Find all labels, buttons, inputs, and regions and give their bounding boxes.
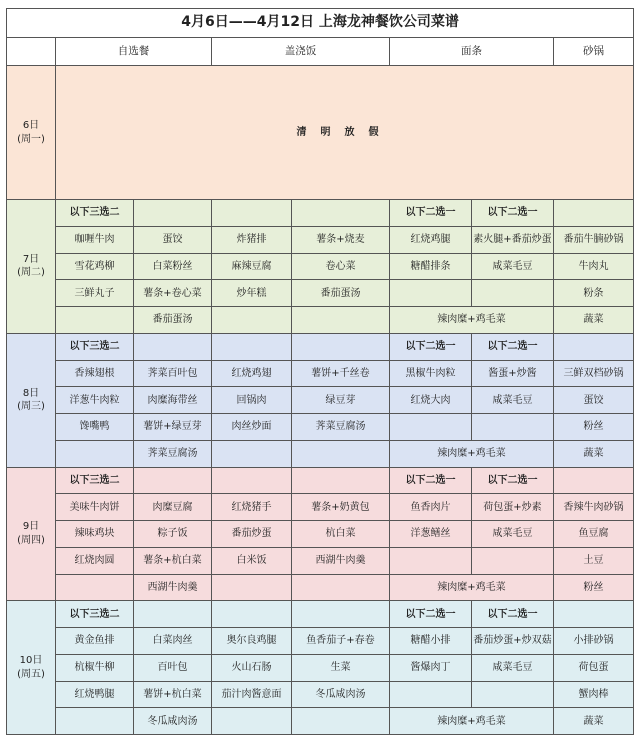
choice-rule: 以下二选一 [472,200,554,227]
menu-item: 杭白菜 [292,521,390,548]
choice-rule: 以下三选二 [56,333,134,360]
menu-row [7,654,634,681]
menu-item: 白菜肉丝 [134,628,212,655]
menu-item [472,681,554,708]
menu-item: 蔬菜 [554,708,634,735]
menu-item: 薯条+烧麦 [292,226,390,253]
day-label [7,467,56,601]
menu-item [292,307,390,334]
menu-item [554,333,634,360]
menu-item [292,574,390,601]
menu-item [212,574,292,601]
menu-item: 咸菜毛豆 [472,387,554,414]
menu-row [7,333,634,360]
menu-item: 蔬菜 [554,307,634,334]
menu-item: 辣肉糜+鸡毛菜 [390,440,554,467]
menu-item: 素火腿+番茄炒蛋 [472,226,554,253]
menu-row [7,521,634,548]
menu-item: 黑椒牛肉粒 [390,360,472,387]
day-weekday: (周五) [17,668,45,680]
menu-item: 薯条+杭白菜 [134,547,212,574]
day-weekday: (周一) [17,133,45,145]
menu-item [134,467,212,494]
menu-item: 小排砂锅 [554,628,634,655]
menu-item: 肉糜豆腐 [134,494,212,521]
menu-item: 三鲜双档砂锅 [554,360,634,387]
day-date: 10日 [19,655,43,667]
menu-item: 西湖牛肉羹 [134,574,212,601]
choice-rule: 以下二选一 [390,601,472,628]
menu-item [292,440,390,467]
menu-row [7,360,634,387]
menu-item: 咸菜毛豆 [472,253,554,280]
menu-item: 红烧鸡腿 [390,226,472,253]
day-date: 6日 [22,120,40,131]
menu-item: 卷心菜 [292,253,390,280]
menu-item [212,467,292,494]
menu-item: 香辣翅根 [56,360,134,387]
menu-item: 酱蛋+炒酱 [472,360,554,387]
menu-item: 冬瓜咸肉汤 [292,681,390,708]
menu-row [7,200,634,227]
menu-item: 辣肉糜+鸡毛菜 [390,307,554,334]
menu-row [7,494,634,521]
choice-rule: 以下三选二 [56,200,134,227]
menu-item: 蟹肉棒 [554,681,634,708]
menu-item [56,708,134,735]
choice-rule: 以下二选一 [390,333,472,360]
menu-item: 红烧鸭腿 [56,681,134,708]
menu-item [212,601,292,628]
menu-item: 肉丝炒面 [212,414,292,441]
menu-item: 火山石肠 [212,654,292,681]
menu-item: 雪花鸡柳 [56,253,134,280]
holiday-notice: 清明放假 [56,66,634,200]
menu-item: 番茄蛋汤 [292,280,390,307]
menu-row [7,226,634,253]
menu-item: 薯饼+绿豆芽 [134,414,212,441]
menu-item: 辣肉糜+鸡毛菜 [390,574,554,601]
menu-item: 炒年糕 [212,280,292,307]
menu-item: 粉条 [554,280,634,307]
menu-item [56,440,134,467]
header-corner [7,38,56,66]
menu-item [134,333,212,360]
menu-item: 黄金鱼排 [56,628,134,655]
menu-item: 咖喱牛肉 [56,226,134,253]
menu-item: 薯条+卷心菜 [134,280,212,307]
menu-item: 土豆 [554,547,634,574]
header-buffet: 自选餐 [56,38,212,66]
title-row [7,9,634,38]
day-label [7,200,56,334]
menu-item [554,200,634,227]
menu-item: 蔬菜 [554,440,634,467]
menu-item: 番茄牛腩砂锅 [554,226,634,253]
menu-row [7,467,634,494]
menu-item: 肉糜海带丝 [134,387,212,414]
header-row [7,38,634,66]
menu-item [212,307,292,334]
menu-item: 回锅肉 [212,387,292,414]
choice-rule: 以下二选一 [472,601,554,628]
menu-row [7,708,634,735]
day-weekday: (周三) [17,401,45,413]
menu-item [212,333,292,360]
menu-item: 生菜 [292,654,390,681]
holiday-row [7,66,634,200]
choice-rule: 以下三选二 [56,467,134,494]
menu-item: 洋葱牛肉粒 [56,387,134,414]
menu-item: 白菜粉丝 [134,253,212,280]
menu-item [390,414,472,441]
menu-item: 粉丝 [554,574,634,601]
menu-item: 鱼香肉片 [390,494,472,521]
menu-item [292,601,390,628]
menu-item: 馋嘴鸭 [56,414,134,441]
choice-rule: 以下二选一 [390,467,472,494]
menu-item: 荠菜豆腐汤 [292,414,390,441]
menu-item: 荠菜百叶包 [134,360,212,387]
menu-row [7,307,634,334]
menu-item [292,708,390,735]
menu-row [7,574,634,601]
menu-item [390,547,472,574]
menu-row [7,628,634,655]
menu-row [7,440,634,467]
menu-item: 粽子饭 [134,521,212,548]
menu-item: 茄汁肉酱意面 [212,681,292,708]
menu-item: 红烧鸡翅 [212,360,292,387]
menu-item: 红烧猪手 [212,494,292,521]
menu-item: 白米饭 [212,547,292,574]
day-weekday: (周二) [17,267,45,279]
header-noodles: 面条 [390,38,554,66]
menu-item: 粉丝 [554,414,634,441]
header-casserole: 砂锅 [554,38,634,66]
menu-item [554,467,634,494]
day-weekday: (周四) [17,534,45,546]
menu-item: 番茄蛋汤 [134,307,212,334]
menu-item: 咸菜毛豆 [472,521,554,548]
choice-rule: 以下二选一 [390,200,472,227]
menu-item: 百叶包 [134,654,212,681]
menu-item: 三鲜丸子 [56,280,134,307]
day-date: 7日 [22,253,40,265]
menu-row [7,601,634,628]
menu-item: 辣味鸡块 [56,521,134,548]
menu-item [212,200,292,227]
menu-item [390,280,472,307]
menu-item: 薯条+奶黄包 [292,494,390,521]
choice-rule: 以下二选一 [472,467,554,494]
header-rice-bowl: 盖浇饭 [212,38,390,66]
menu-item [292,333,390,360]
menu-item: 糖醋排条 [390,253,472,280]
menu-row [7,414,634,441]
menu-item: 西湖牛肉羹 [292,547,390,574]
menu-item: 鱼香茄子+春卷 [292,628,390,655]
menu-item [472,547,554,574]
menu-item [292,467,390,494]
menu-item [390,681,472,708]
menu-item: 酱爆肉丁 [390,654,472,681]
menu-item: 薯饼+千丝卷 [292,360,390,387]
menu-item: 炸猪排 [212,226,292,253]
menu-item: 冬瓜咸肉汤 [134,708,212,735]
day-date: 9日 [22,521,40,533]
menu-row [7,681,634,708]
menu-item: 荠菜豆腐汤 [134,440,212,467]
menu-item: 奥尔良鸡腿 [212,628,292,655]
menu-row [7,547,634,574]
menu-row [7,253,634,280]
menu-item [212,708,292,735]
menu-item: 鱼豆腐 [554,521,634,548]
menu-item [134,601,212,628]
menu-item: 番茄炒蛋+炒双菇 [472,628,554,655]
menu-item: 杭椒牛柳 [56,654,134,681]
menu-table [6,8,634,735]
menu-item: 蛋饺 [134,226,212,253]
choice-rule: 以下三选二 [56,601,134,628]
menu-item [472,280,554,307]
day-label [7,333,56,467]
menu-item [472,414,554,441]
menu-item: 荷包蛋 [554,654,634,681]
menu-item: 洋葱鳝丝 [390,521,472,548]
menu-item [292,200,390,227]
menu-item: 咸菜毛豆 [472,654,554,681]
menu-item [134,200,212,227]
menu-item: 荷包蛋+炒素 [472,494,554,521]
menu-item: 美味牛肉饼 [56,494,134,521]
menu-item: 牛肉丸 [554,253,634,280]
menu-item: 红烧肉圆 [56,547,134,574]
choice-rule: 以下二选一 [472,333,554,360]
day-date: 8日 [22,387,40,399]
menu-item [554,601,634,628]
menu-item: 薯饼+杭白菜 [134,681,212,708]
menu-item: 蛋饺 [554,387,634,414]
day-label [7,601,56,735]
menu-item: 绿豆芽 [292,387,390,414]
menu-title: 4月6日——4月12日 上海龙神餐饮公司菜谱 [7,9,634,38]
menu-item [56,307,134,334]
menu-row [7,280,634,307]
menu-item: 红烧大肉 [390,387,472,414]
menu-item: 香辣牛肉砂锅 [554,494,634,521]
day-label-holiday [7,66,56,200]
menu-row [7,387,634,414]
menu-item: 糖醋小排 [390,628,472,655]
menu-item: 辣肉糜+鸡毛菜 [390,708,554,735]
menu-item: 番茄炒蛋 [212,521,292,548]
menu-item [212,440,292,467]
menu-item [56,574,134,601]
menu-item: 麻辣豆腐 [212,253,292,280]
